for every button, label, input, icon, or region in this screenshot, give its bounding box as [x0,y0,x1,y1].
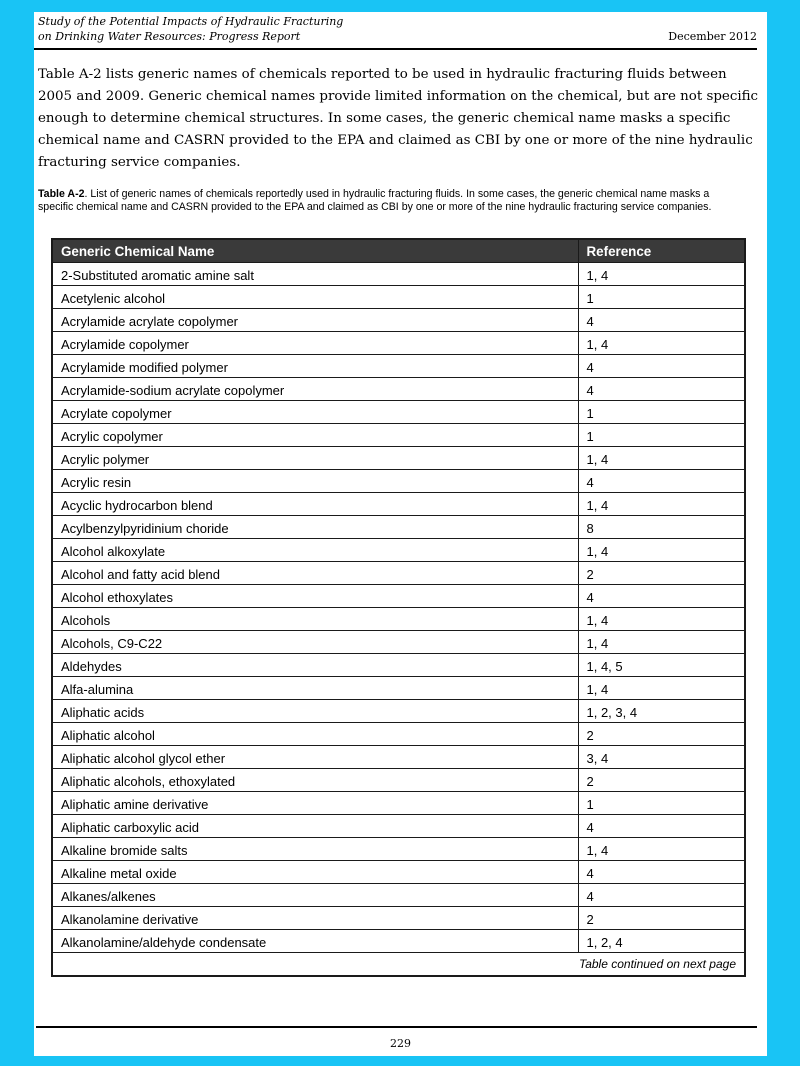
cell-chemical-name: Alkaline metal oxide [52,861,578,884]
cell-chemical-name: Alcohols [52,608,578,631]
cell-chemical-name: Alkanes/alkenes [52,884,578,907]
cell-chemical-name: Aliphatic alcohols, ethoxylated [52,769,578,792]
report-title-line1: Study of the Potential Impacts of Hydraulic Fracturing [38,15,344,28]
caption-text: . List of generic names of chemicals reportedly used in hydraulic fracturing fluids. In some cases, the generic chemical name masks a specific chemical name and CASRN provided to the EPA and claimed as CBI by one or more of the nine hydraulic fracturing service companies. [38,188,712,213]
cell-reference: 1 [578,424,745,447]
cell-reference: 1, 4 [578,838,745,861]
table-row [52,838,745,861]
cell-reference: 1, 4 [578,677,745,700]
table-row [52,539,745,562]
chemical-table [51,238,746,977]
cell-chemical-name: Aliphatic amine derivative [52,792,578,815]
column-header-name: Generic Chemical Name [52,239,578,263]
table-row [52,401,745,424]
table-row [52,861,745,884]
cell-reference: 1, 4, 5 [578,654,745,677]
cell-chemical-name: Alkanolamine derivative [52,907,578,930]
cell-chemical-name: Aliphatic alcohol glycol ether [52,746,578,769]
table-row [52,677,745,700]
table-row [52,700,745,723]
cell-chemical-name: Acrylic resin [52,470,578,493]
cell-chemical-name: Aldehydes [52,654,578,677]
table-row [52,378,745,401]
cell-reference: 2 [578,769,745,792]
cell-reference: 4 [578,884,745,907]
table-row [52,516,745,539]
cell-reference: 4 [578,309,745,332]
cell-reference: 1, 2, 4 [578,930,745,953]
cell-reference: 4 [578,815,745,838]
cell-reference: 4 [578,355,745,378]
footer-divider [36,1026,757,1028]
cell-reference: 1, 4 [578,608,745,631]
cell-chemical-name: Acrylic copolymer [52,424,578,447]
cell-reference: 4 [578,378,745,401]
cell-reference: 3, 4 [578,746,745,769]
report-date: December 2012 [668,30,757,43]
table-row [52,654,745,677]
cell-reference: 4 [578,585,745,608]
table-row [52,355,745,378]
table-row [52,447,745,470]
cell-reference: 1, 4 [578,493,745,516]
report-title-line2: on Drinking Water Resources: Progress Report [38,30,301,43]
cell-chemical-name: Alkanolamine/aldehyde condensate [52,930,578,953]
running-header [38,12,757,52]
table-row [52,746,745,769]
cell-reference: 4 [578,861,745,884]
cell-reference: 1, 4 [578,447,745,470]
table-row [52,907,745,930]
cell-reference: 1, 4 [578,332,745,355]
table-row [52,470,745,493]
table-row [52,286,745,309]
cell-reference: 1 [578,401,745,424]
cell-reference: 8 [578,516,745,539]
table-footer-row [52,953,745,977]
cell-chemical-name: 2-Substituted aromatic amine salt [52,263,578,286]
table-row [52,309,745,332]
table-row [52,424,745,447]
cell-chemical-name: Acrylate copolymer [52,401,578,424]
table-continued-note: Table continued on next page [52,953,745,977]
report-title [38,14,343,44]
cell-chemical-name: Acrylamide modified polymer [52,355,578,378]
cell-reference: 1 [578,792,745,815]
table-row [52,493,745,516]
cell-reference: 2 [578,562,745,585]
page-number: 229 [390,1037,411,1050]
cell-chemical-name: Acylbenzylpyridinium choride [52,516,578,539]
caption-label: Table A-2 [38,188,85,200]
table-row [52,930,745,953]
table-row [52,815,745,838]
table-row [52,723,745,746]
table-row [52,769,745,792]
cell-chemical-name: Alkaline bromide salts [52,838,578,861]
column-header-reference: Reference [578,239,745,263]
cell-chemical-name: Alcohol alkoxylate [52,539,578,562]
cell-chemical-name: Acetylenic alcohol [52,286,578,309]
cell-chemical-name: Aliphatic alcohol [52,723,578,746]
cell-reference: 1, 2, 3, 4 [578,700,745,723]
cell-chemical-name: Acrylamide acrylate copolymer [52,309,578,332]
cell-chemical-name: Aliphatic acids [52,700,578,723]
cell-reference: 1, 4 [578,263,745,286]
cell-chemical-name: Alfa-alumina [52,677,578,700]
table-caption [38,188,744,214]
table-body [52,263,745,953]
header-divider [34,48,757,50]
table-row [52,332,745,355]
table-row [52,608,745,631]
document-page [34,12,767,1056]
table-row [52,585,745,608]
intro-paragraph: Table A-2 lists generic names of chemicals reported to be used in hydraulic fracturing fluids between 2005 and 2009. Generic chemical names provide limited information on the chemical, but are not specific enough to determine chemical structures. In some cases, the generic chemical name masks a specific chemical name and CASRN provided to the EPA and claimed as CBI by one or more of the nine hydraulic fracturing service companies. [38,67,759,170]
cell-reference: 1 [578,286,745,309]
cell-chemical-name: Acrylamide-sodium acrylate copolymer [52,378,578,401]
cell-chemical-name: Acrylic polymer [52,447,578,470]
table-row [52,562,745,585]
cell-reference: 2 [578,723,745,746]
cell-chemical-name: Acrylamide copolymer [52,332,578,355]
table-row [52,263,745,286]
table-header-row [52,239,745,263]
cell-chemical-name: Acyclic hydrocarbon blend [52,493,578,516]
cell-chemical-name: Aliphatic carboxylic acid [52,815,578,838]
cell-chemical-name: Alcohol and fatty acid blend [52,562,578,585]
table-row [52,792,745,815]
table-row [52,631,745,654]
cell-reference: 1, 4 [578,539,745,562]
cell-reference: 4 [578,470,745,493]
cell-chemical-name: Alcohol ethoxylates [52,585,578,608]
cell-chemical-name: Alcohols, C9-C22 [52,631,578,654]
table-row [52,884,745,907]
cell-reference: 1, 4 [578,631,745,654]
cell-reference: 2 [578,907,745,930]
